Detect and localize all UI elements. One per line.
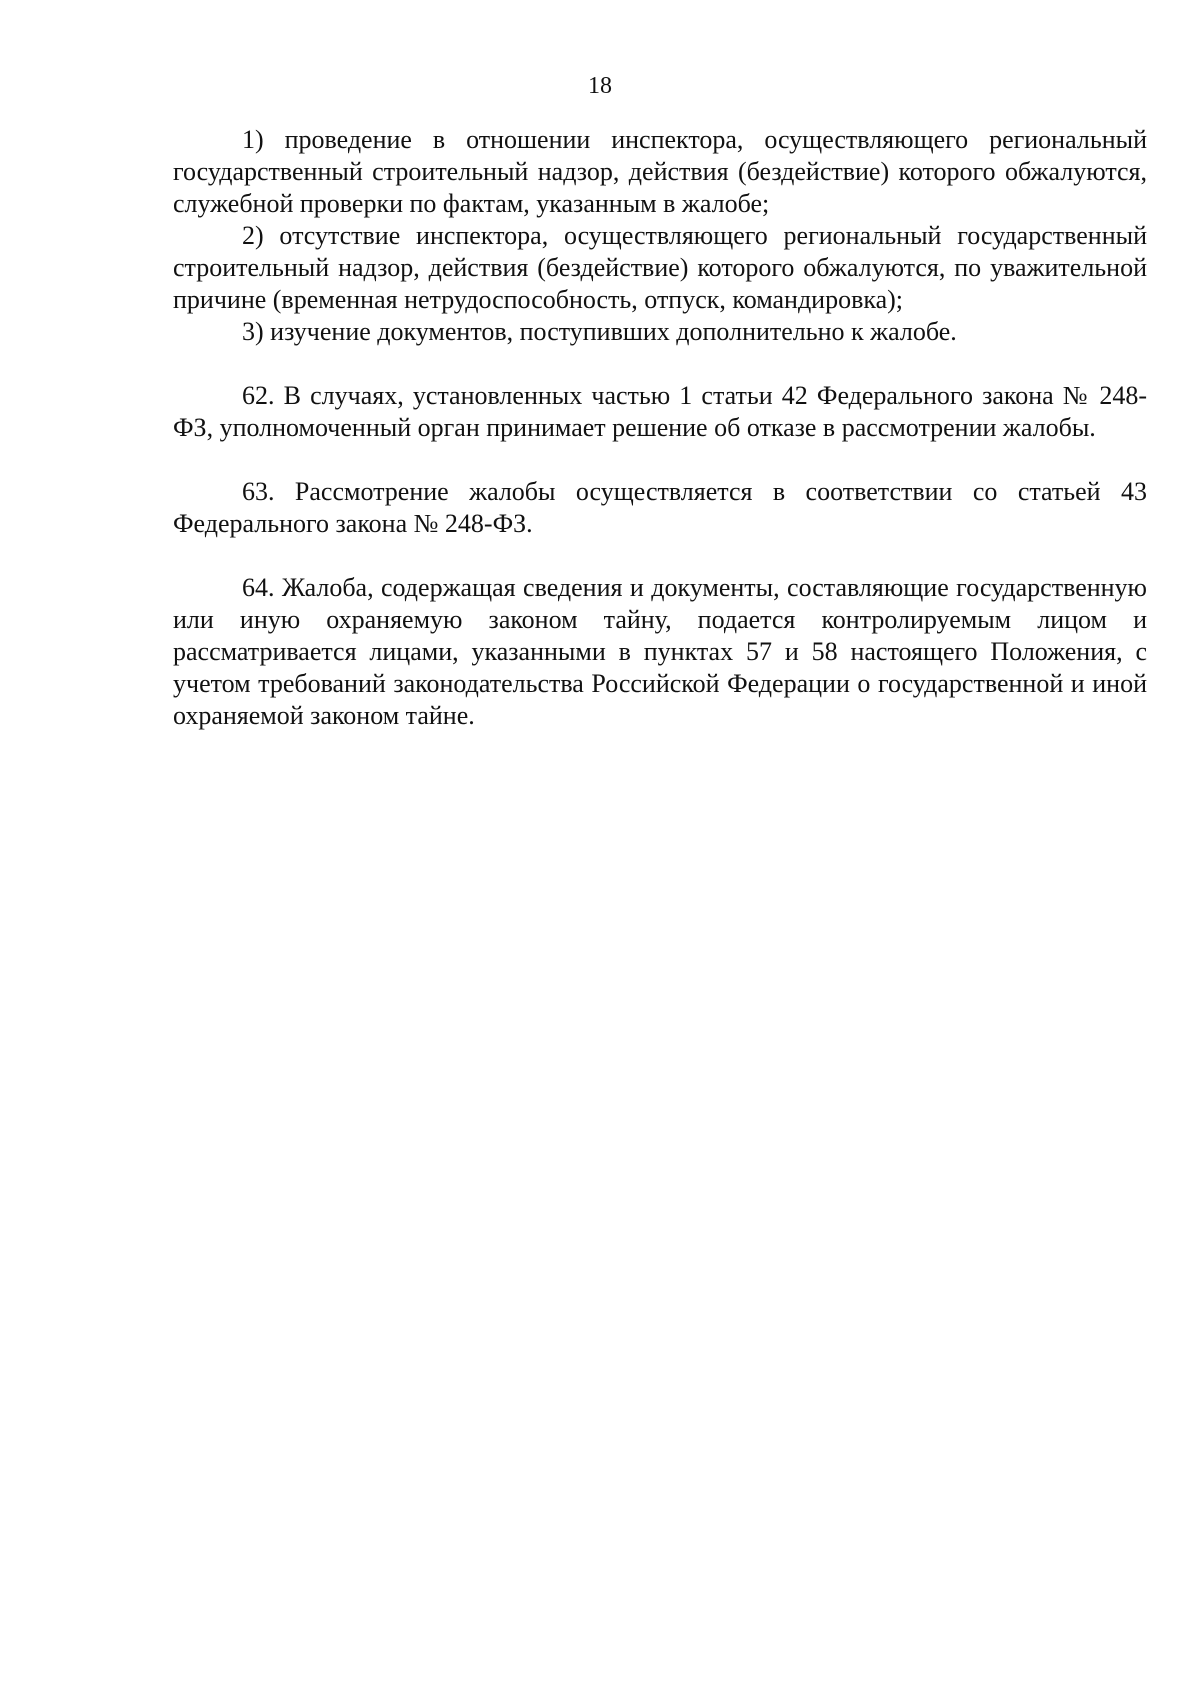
paragraph-64: 64. Жалоба, содержащая сведения и документы, составляющие государственную или иную охраняемую законом тайну, подается контролируемым лицом и рассматривается лицами, указанными в пунктах 57 и 58 настоящего Положения, с учетом требований законодательства Российской Федерации о государственной и иной охраняемой законом тайне. [173,573,1147,730]
paragraph-62: 62. В случаях, установленных частью 1 статьи 42 Федерального закона № 248-ФЗ, уполномоченный орган принимает решение об отказе в рассмотрении жалобы. [173,381,1147,442]
list-item-2: 2) отсутствие инспектора, осуществляющего региональный государственный строительный надзор, действия (бездействие) которого обжалуются, по уважительной причине (временная нетрудоспособность, отпуск, командировка); [173,221,1147,314]
page-number: 18 [588,73,612,99]
list-item-1: 1) проведение в отношении инспектора, осуществляющего региональный государственный строительный надзор, действия (бездействие) которого обжалуются, служебной проверки по фактам, указанным в жалобе; [173,125,1147,218]
paragraph-63: 63. Рассмотрение жалобы осуществляется в соответствии со статьей 43 Федерального закона № 248-ФЗ. [173,477,1147,538]
list-item-3: 3) изучение документов, поступивших дополнительно к жалобе. [242,317,957,346]
document-body [173,124,1147,732]
